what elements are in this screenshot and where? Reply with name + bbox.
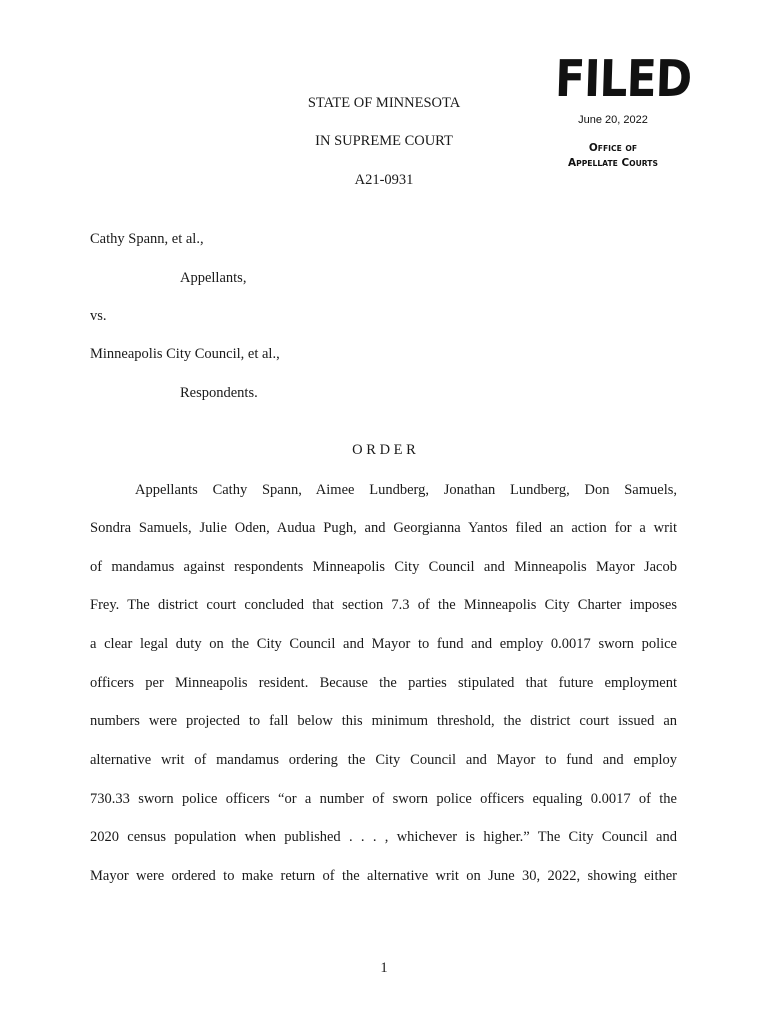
court-heading: IN SUPREME COURT: [315, 133, 453, 149]
filed-stamp-office-line2: Appellate Courts: [568, 156, 658, 169]
body-line: officers per Minneapolis resident. Because the parties stipulated that future employment: [90, 675, 677, 691]
body-line: alternative writ of mandamus ordering the City Council and Mayor to fund and employ: [90, 752, 677, 768]
case-number: A21-0931: [354, 172, 414, 188]
state-heading: STATE OF MINNESOTA: [307, 95, 461, 111]
page-number: 1: [380, 960, 388, 976]
body-line: 2020 census population when published . . . , whichever is higher.” The City Council and: [90, 829, 677, 845]
respondents-name: Minneapolis City Council, et al.,: [90, 346, 280, 362]
body-line: Sondra Samuels, Julie Oden, Audua Pugh, and Georgianna Yantos filed an action for a writ: [90, 520, 677, 536]
filed-stamp-date: June 20, 2022: [578, 114, 648, 126]
body-line: a clear legal duty on the City Council and Mayor to fund and employ 0.0017 sworn police: [90, 636, 677, 652]
body-line: Frey. The district court concluded that section 7.3 of the Minneapolis City Charter imposes: [90, 597, 677, 613]
filed-stamp-title: FILED: [554, 50, 693, 109]
appellants-name: Cathy Spann, et al.,: [90, 231, 204, 247]
respondents-role: Respondents.: [180, 385, 258, 401]
body-line: Appellants Cathy Spann, Aimee Lundberg, Jonathan Lundberg, Don Samuels,: [135, 482, 677, 498]
body-line: 730.33 sworn police officers “or a number of sworn police officers equaling 0.0017 of the: [90, 791, 677, 807]
appellants-role: Appellants,: [180, 270, 247, 286]
body-line: numbers were projected to fall below this minimum threshold, the district court issued an: [90, 713, 677, 729]
body-line: of mandamus against respondents Minneapolis City Council and Minneapolis Mayor Jacob: [90, 559, 677, 575]
filed-stamp-office-line1: Office of: [588, 141, 638, 154]
filed-stamp: [548, 48, 693, 178]
versus: vs.: [90, 308, 107, 324]
body-line: Mayor were ordered to make return of the alternative writ on June 30, 2022, showing either: [90, 868, 677, 884]
order-heading: O R D E R: [352, 442, 416, 458]
